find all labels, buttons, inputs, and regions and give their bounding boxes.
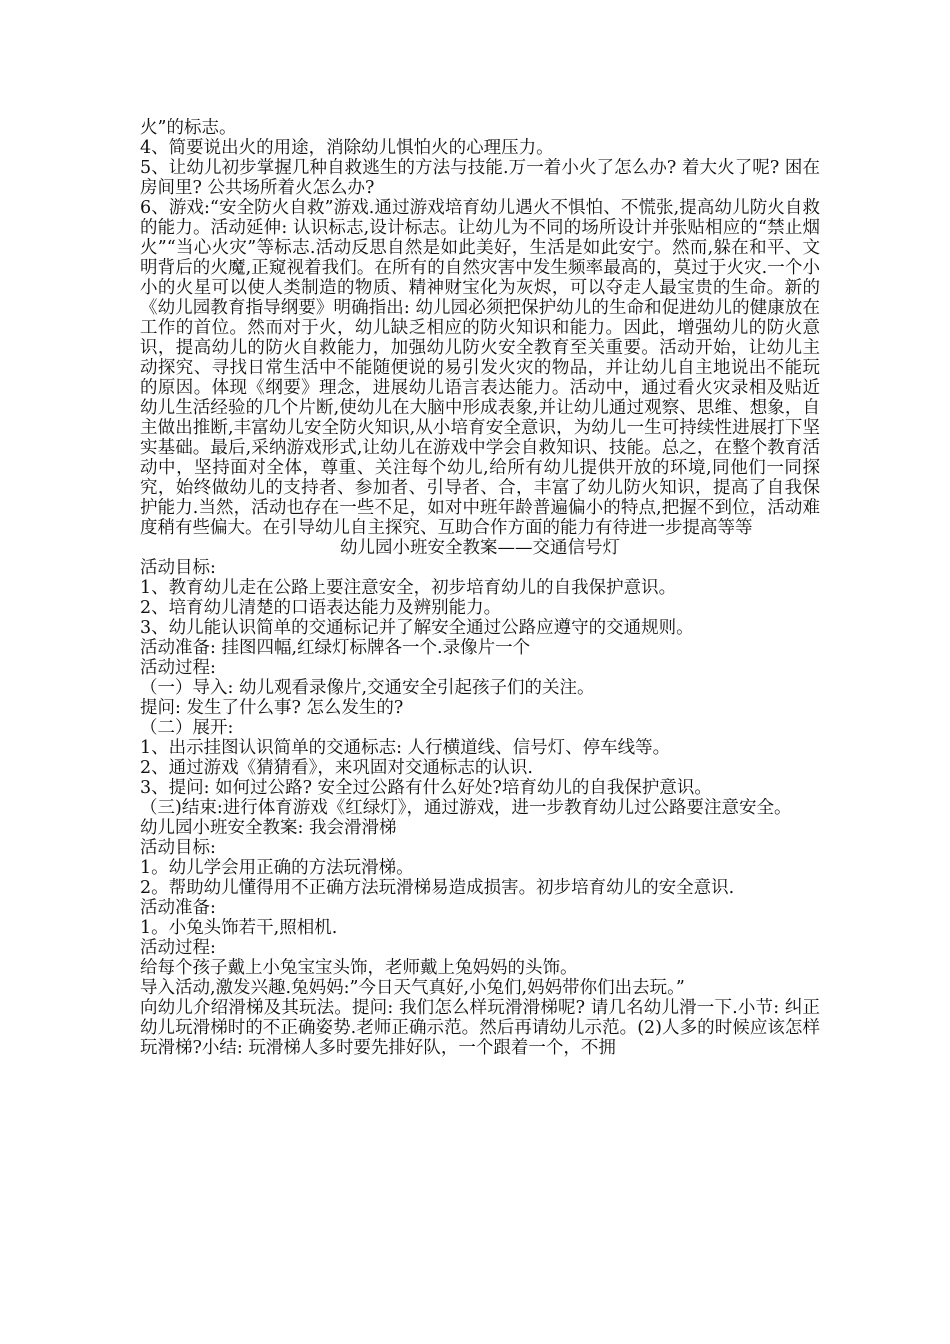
text-line: （二）展开: [140,718,234,738]
text-line: 1。幼儿学会用正确的方法玩滑梯。 [140,858,414,878]
document-page [140,118,820,1058]
text-line: 3、提问: 如何过公路? 安全过公路有什么好处?培育幼儿的自我保护意识。 [140,778,712,798]
text-line: 活动过程: [140,938,216,958]
paragraph: 4、简要说出火的用途，消除幼儿惧怕火的心理压力。 [140,138,554,158]
text-line: 2。帮助幼儿懂得用不正确方法玩滑梯易造成损害。初步培育幼儿的安全意识. [140,878,735,898]
text-line: 1。小兔头饰若干,照相机. [140,918,338,938]
text-line: 导入活动,激发兴趣.兔妈妈:”今日天气真好,小兔们,妈妈带你们出去玩。” [140,978,685,998]
text-line: 2、通过游戏《猜猜看》，来巩固对交通标志的认识. [140,758,533,778]
paragraph: 5、让幼儿初步掌握几种自救逃生的方法与技能.万一着小火了怎么办? 着大火了呢? 困在房间里? 公共场所着火怎么办? [140,158,820,198]
paragraph: 火”的标志。 [140,118,237,138]
text-line: 向幼儿介绍滑梯及其玩法。提问: 我们怎么样玩滑滑梯呢? 请几名幼儿滑一下.小节: 纠正幼儿玩滑梯时的不正确姿势.老师正确示范。然后再请幼儿示范。(2)人多的时候应该怎样玩滑梯?小结: 玩滑梯人多时要先排好队，一个跟着一个，不拥 [140,998,820,1058]
text-line: 活动过程: [140,658,216,678]
text-line: （三)结束:进行体育游戏《红绿灯》，通过游戏，进一步教育幼儿过公路要注意安全。 [140,798,792,818]
text-line: 活动目标: [140,838,216,858]
text-line: 提问: 发生了什么事? 怎么发生的? [140,698,404,718]
text-line: 给每个孩子戴上小兔宝宝头饰，老师戴上兔妈妈的头饰。 [140,958,578,978]
text-line: 活动准备: [140,898,216,918]
subsection-title: 幼儿园小班安全教案: 我会滑滑梯 [140,818,397,838]
paragraph: 6、游戏:“安全防火自救”游戏.通过游戏培育幼儿遇火不惧怕、不慌张,提高幼儿防火自救的能力。活动延伸: 认识标志,设计标志。让幼儿为不同的场所设计并张贴相应的“禁止烟火”“当心火灾”等标志.活动反思自然是如此美好，生活是如此安宁。然而,躲在和平、文明背后的火魔,正窥视着我们。在所有的自然灾害中发生频率最高的，莫过于火灾.一个小小的火星可以使人类制造的物质、精神财宝化为灰烬，可以夺走人最宝贵的生命。新的《幼儿园教育指导纲要》明确指出: 幼儿园必须把保护幼儿的生命和促进幼儿的健康放在工作的首位。然而对于火，幼儿缺乏相应的防火知识和能力。因此，增强幼儿的防火意识，提高幼儿的防火自救能力，加强幼儿防火安全教育至关重要。活动开始，让幼儿主动探究、寻找日常生活中不能随便说的易引发火灾的物品，并让幼儿自主地说出不能玩的原因。体现《纲要》理念，进展幼儿语言表达能力。活动中，通过看火灾录相及贴近幼儿生活经验的几个片断,使幼儿在大脑中形成表象,并让幼儿通过观察、思维、想象，自主做出推断,丰富幼儿安全防火知识,从小培育安全意识，为幼儿一生可持续性进展打下坚实基础。最后,采纳游戏形式,让幼儿在游戏中学会自救知识、技能。总之，在整个教育活动中，坚持面对全体，尊重、关注每个幼儿,给所有幼儿提供开放的环境,同他们一同探究，始终做幼儿的支持者、参加者、引导者、合，丰富了幼儿防火知识，提高了自我保护能力.当然，活动也存在一些不足，如对中班年龄普遍偏小的特点,把握不到位，活动难度稍有些偏大。在引导幼儿自主探究、互助合作方面的能力有待进一步提高等等 [140,198,820,538]
text-line: （一）导入: 幼儿观看录像片,交通安全引起孩子们的关注。 [140,678,595,698]
text-line: 活动准备: 挂图四幅,红绿灯标牌各一个.录像片一个 [140,638,531,658]
text-line: 活动目标: [140,558,216,578]
text-line: 2、培育幼儿清楚的口语表达能力及辨别能力。 [140,598,502,618]
text-line: 1、出示挂图认识简单的交通标志: 人行横道线、信号灯、停车线等。 [140,738,671,758]
section-title: 幼儿园小班安全教案——交通信号灯 [340,538,620,558]
text-line: 1、教育幼儿走在公路上要注意安全，初步培育幼儿的自我保护意识。 [140,578,677,598]
text-line: 3、幼儿能认识简单的交通标记并了解安全通过公路应遵守的交通规则。 [140,618,694,638]
